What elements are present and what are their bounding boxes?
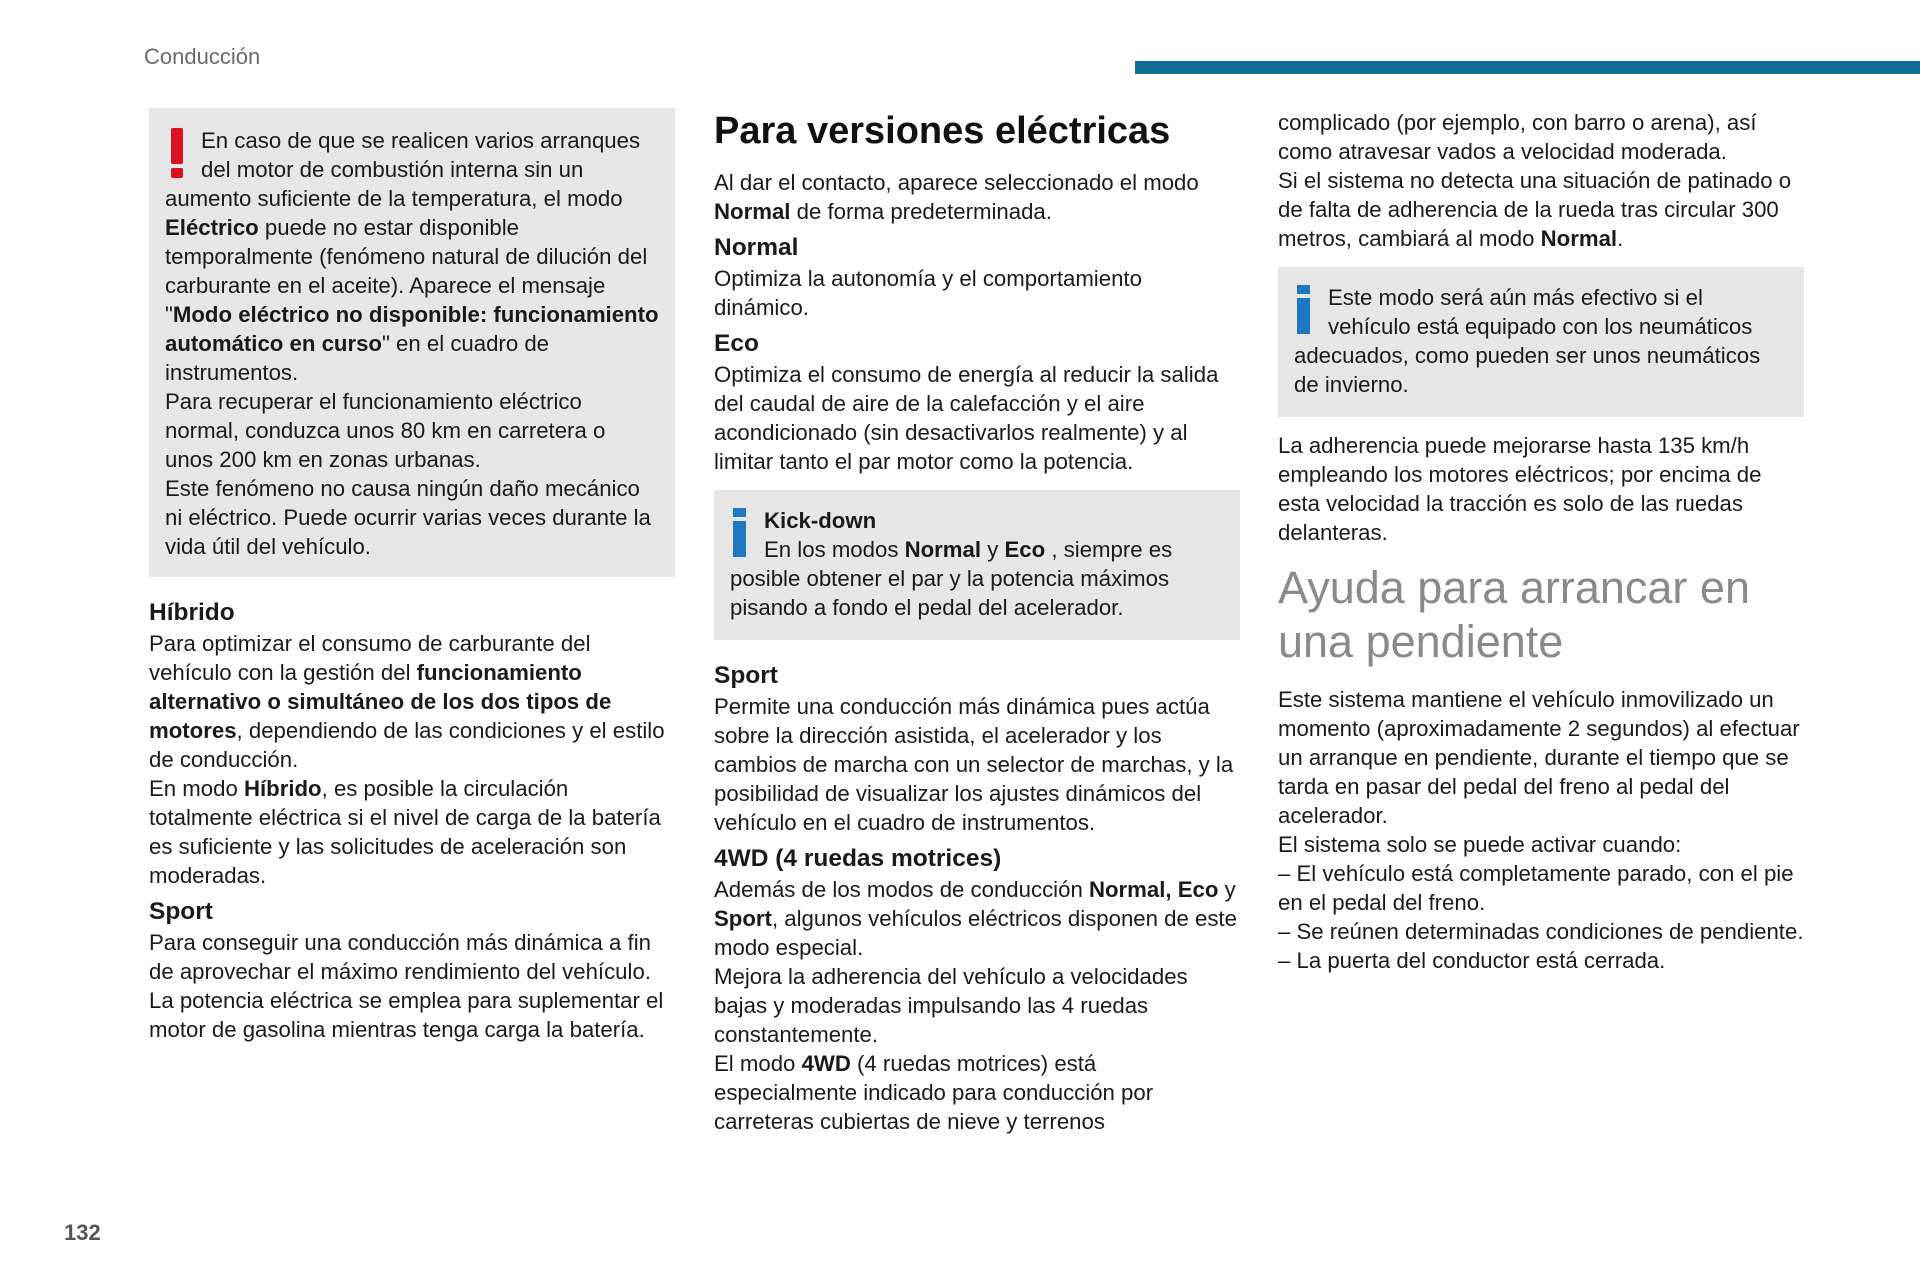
heading-hill-start: Ayuda para arrancar en una pendiente (1278, 562, 1750, 667)
eco-text: Optimiza el consumo de energía al reducir la salida del caudal de aire de la calefacción y el aire acondicionado (sin desactivarlos realmente) y al limitar tanto el par motor como la potencia. (714, 362, 1219, 474)
warning-icon (163, 126, 189, 178)
list-item: – La puerta del conductor está cerrada. (1278, 948, 1666, 973)
sport-text: Para conseguir una conducción más dinámica a fin de aprovechar el máximo rendimiento del vehículo. (149, 930, 651, 984)
hibrido-title: Híbrido (149, 599, 235, 626)
tyres-info-text: Este modo será aún más efectivo si el vehículo está equipado con los neumáticos adecuados, como pueden ser unos neumáticos de invierno. (1294, 285, 1761, 397)
kickdown-box (714, 490, 1240, 640)
hibrido-text: Para optimizar el consumo de carburante del vehículo con la gestión del funcionamiento alternativo o simultáneo de los dos tipos de motores, dependiendo de las condiciones y el estilo de conducción. (149, 631, 665, 772)
warning-box (149, 108, 675, 577)
fwd-text: Además de los modos de conducción Normal, Eco y Sport, algunos vehículos eléctricos disponen de este modo especial. (714, 877, 1237, 960)
fwd-continued-2: Si el sistema no detecta una situación de patinado o de falta de adherencia de la rueda tras circular 300 metros, cambiará al modo Normal. (1278, 168, 1792, 251)
header-accent-bar (1135, 61, 1920, 74)
normal-title: Normal (714, 234, 799, 261)
kickdown-text: En los modos Normal y Eco , siempre es posible obtener el par y la potencia máximos pisando a fondo el pedal del acelerador. (730, 537, 1173, 620)
hill-start-conditions: El sistema solo se puede activar cuando: (1278, 832, 1682, 857)
sport-title: Sport (149, 898, 213, 925)
list-item: – Se reúnen determinadas condiciones de pendiente. (1278, 919, 1804, 944)
warning-text-3: Este fenómeno no causa ningún daño mecánico ni eléctrico. Puede ocurrir varias veces durante la vida útil del vehículo. (165, 476, 651, 559)
hill-start-text: Este sistema mantiene el vehículo inmovilizado un momento (aproximadamente 2 segundos) al efectuar un arranque en pendiente, durante el tiempo que se tarda en pasar del pedal del freno al pedal del acelerador. (1278, 687, 1800, 828)
warning-text: En caso de que se realicen varios arranques del motor de combustión interna sin un aumento suficiente de la temperatura, el modo Eléctrico puede no estar disponible temporalmente (fenómeno natural de dilución del carburante en el aceite). Aparece el mensaje "Modo eléctrico no disponible: funcionamiento automático en curso" en el cuadro de instrumentos. (165, 128, 659, 385)
kickdown-title: Kick-down (764, 508, 877, 533)
warning-text-2: Para recuperar el funcionamiento eléctrico normal, conduzca unos 80 km en carretera o unos 200 km en zonas urbanas. (165, 389, 606, 472)
sport-electric-text: Permite una conducción más dinámica pues actúa sobre la dirección asistida, el acelerador y los cambios de marcha con un selector de marchas, y la posibilidad de visualizar los ajustes dinámicos del vehículo en el cuadro de instrumentos. (714, 694, 1234, 835)
fwd-text-3: El modo 4WD (4 ruedas motrices) está especialmente indicado para conducción por carreteras cubiertas de nieve y terrenos (714, 1051, 1154, 1134)
column-middle (714, 108, 1240, 1136)
fwd-continued: complicado (por ejemplo, con barro o arena), así como atravesar vados a velocidad moderada. (1278, 110, 1757, 164)
heading-electric: Para versiones eléctricas (714, 110, 1171, 152)
column-right (1278, 108, 1804, 975)
fwd-text-2: Mejora la adherencia del vehículo a velocidades bajas y moderadas impulsando las 4 ruedas constantemente. (714, 964, 1188, 1047)
tyres-info-box (1278, 267, 1804, 417)
column-left (149, 108, 675, 1044)
sport-electric-title: Sport (714, 662, 778, 689)
info-icon (730, 508, 752, 560)
electric-intro: Al dar el contacto, aparece seleccionado el modo Normal de forma predeterminada. (714, 170, 1199, 224)
page-number: 132 (64, 1220, 101, 1245)
eco-title: Eco (714, 330, 759, 357)
normal-text: Optimiza la autonomía y el comportamiento dinámico. (714, 266, 1142, 320)
section-header: Conducción (144, 44, 261, 69)
info-icon (1294, 285, 1316, 337)
sport-text-2: La potencia eléctrica se emplea para suplementar el motor de gasolina mientras tenga carga la batería. (149, 988, 664, 1042)
fwd-title: 4WD (4 ruedas motrices) (714, 845, 1002, 872)
hibrido-text-2: En modo Híbrido, es posible la circulación totalmente eléctrica si el nivel de carga de la batería es suficiente y las solicitudes de aceleración son moderadas. (149, 776, 661, 888)
adherencia-text: La adherencia puede mejorarse hasta 135 km/h empleando los motores eléctricos; por encima de esta velocidad la tracción es solo de las ruedas delanteras. (1278, 433, 1762, 545)
list-item: – El vehículo está completamente parado, con el pie en el pedal del freno. (1278, 861, 1794, 915)
